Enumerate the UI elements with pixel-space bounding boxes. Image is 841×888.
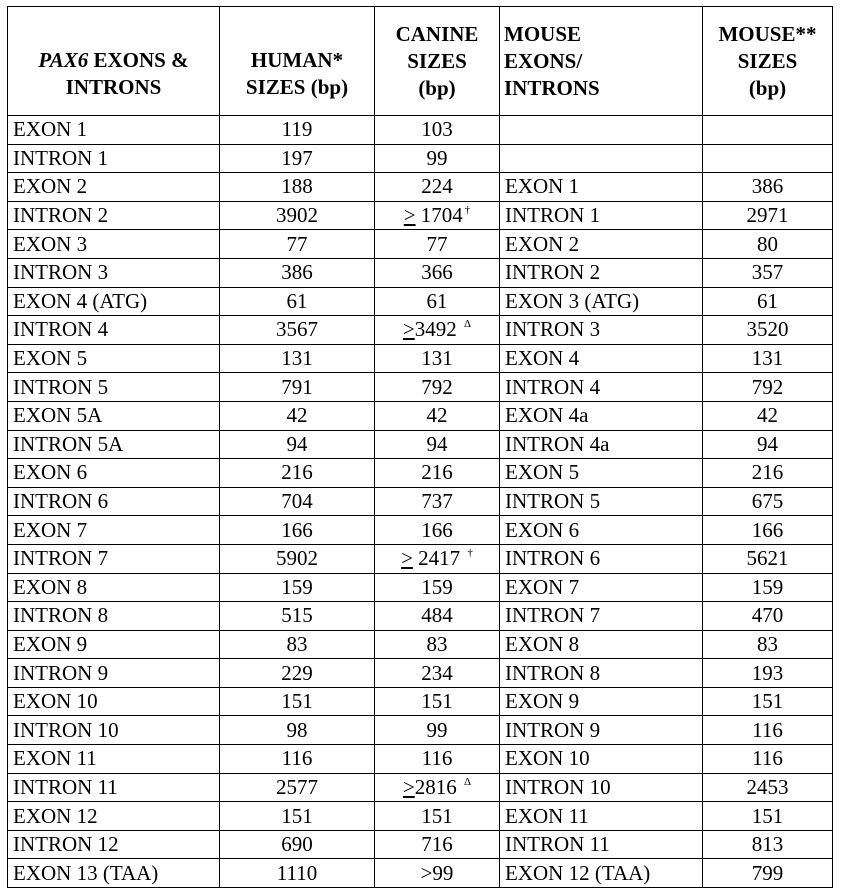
- table-body: [8, 116, 833, 888]
- human-size: 1110: [220, 859, 375, 888]
- human-size: 2577: [220, 773, 375, 802]
- exon-intron-name: INTRON 5A: [8, 430, 220, 459]
- mouse-exon-intron-name: INTRON 1: [500, 201, 703, 230]
- mouse-size: 193: [703, 659, 833, 688]
- human-size: 98: [220, 716, 375, 745]
- exon-intron-name: INTRON 3: [8, 258, 220, 287]
- canine-size: [375, 316, 500, 345]
- table-row: [8, 859, 833, 888]
- exon-intron-name: EXON 4 (ATG): [8, 287, 220, 316]
- header-mouse-bp: (bp): [748, 75, 787, 100]
- mouse-exon-intron-name: EXON 4a: [500, 401, 703, 430]
- mouse-size: 470: [703, 602, 833, 631]
- mouse-exon-intron-name: EXON 1: [500, 173, 703, 202]
- header-pax6-exons-introns: [8, 7, 220, 116]
- header-mouse-sizes: [703, 7, 833, 116]
- canine-size: [375, 487, 500, 516]
- human-size: 116: [220, 745, 375, 774]
- human-size: 5902: [220, 544, 375, 573]
- canine-size: [375, 859, 500, 888]
- mouse-size: 42: [703, 401, 833, 430]
- exon-intron-name: EXON 13 (TAA): [8, 859, 220, 888]
- mouse-size: 61: [703, 287, 833, 316]
- table-row: [8, 830, 833, 859]
- mouse-size: 94: [703, 430, 833, 459]
- canine-size-value: 1704: [415, 203, 463, 228]
- table-row: [8, 459, 833, 488]
- exon-intron-name: EXON 10: [8, 687, 220, 716]
- exon-intron-name: EXON 8: [8, 573, 220, 602]
- exon-intron-name: INTRON 1: [8, 144, 220, 173]
- human-size: 119: [220, 116, 375, 145]
- mouse-size: 80: [703, 230, 833, 259]
- canine-size-value: 151: [421, 689, 453, 714]
- canine-size-value: 3492: [414, 317, 462, 342]
- mouse-size: 151: [703, 687, 833, 716]
- mouse-exon-intron-name: INTRON 8: [500, 659, 703, 688]
- human-size: 3567: [220, 316, 375, 345]
- table-row: [8, 745, 833, 774]
- canine-size: [375, 544, 500, 573]
- exon-intron-name: INTRON 11: [8, 773, 220, 802]
- canine-size: [375, 745, 500, 774]
- exon-intron-name: INTRON 12: [8, 830, 220, 859]
- human-size: 159: [220, 573, 375, 602]
- mouse-exon-intron-name: INTRON 5: [500, 487, 703, 516]
- canine-size-value: 737: [421, 489, 453, 514]
- mouse-exon-intron-name: EXON 12 (TAA): [500, 859, 703, 888]
- table-row: [8, 316, 833, 345]
- table-row: [8, 430, 833, 459]
- table-row: [8, 487, 833, 516]
- canine-size-value: 131: [421, 346, 453, 371]
- mouse-size: 3520: [703, 316, 833, 345]
- table-row: [8, 287, 833, 316]
- header-canine: CANINE: [395, 21, 479, 46]
- canine-size-value: 484: [421, 603, 453, 628]
- mouse-exon-intron-name: INTRON 3: [500, 316, 703, 345]
- canine-size: [375, 116, 500, 145]
- mouse-exon-intron-name: EXON 6: [500, 516, 703, 545]
- canine-size: [375, 430, 500, 459]
- exon-intron-name: EXON 9: [8, 630, 220, 659]
- canine-size-value: 366: [421, 260, 453, 285]
- canine-size: [375, 401, 500, 430]
- canine-size: [375, 230, 500, 259]
- mouse-size: 799: [703, 859, 833, 888]
- footnote-mark: Δ: [464, 318, 472, 331]
- mouse-exon-intron-name: EXON 3 (ATG): [500, 287, 703, 316]
- table-row: [8, 802, 833, 831]
- mouse-exon-intron-name: INTRON 10: [500, 773, 703, 802]
- footnote-mark: Δ: [464, 775, 472, 788]
- table-row: [8, 173, 833, 202]
- canine-size: [375, 573, 500, 602]
- mouse-size: 357: [703, 258, 833, 287]
- canine-size-value: 42: [426, 403, 448, 428]
- header-mouse-exons: EXONS/: [504, 48, 583, 73]
- mouse-size: 675: [703, 487, 833, 516]
- mouse-size: 2453: [703, 773, 833, 802]
- canine-size: [375, 373, 500, 402]
- table-row: [8, 516, 833, 545]
- exon-intron-name: EXON 1: [8, 116, 220, 145]
- exon-intron-name: EXON 7: [8, 516, 220, 545]
- header-exons-and: EXONS &: [88, 48, 189, 72]
- header-row: [8, 7, 833, 116]
- canine-size: [375, 716, 500, 745]
- exon-intron-name: EXON 5: [8, 344, 220, 373]
- human-size: 188: [220, 173, 375, 202]
- at-least-sign: >: [403, 203, 416, 228]
- canine-size-value: 2417: [412, 546, 466, 571]
- mouse-size: 792: [703, 373, 833, 402]
- footnote-mark: †: [467, 547, 473, 560]
- canine-size: [375, 773, 500, 802]
- canine-size-value: 716: [421, 832, 453, 857]
- mouse-exon-intron-name: EXON 4: [500, 344, 703, 373]
- canine-size-value: 159: [421, 574, 453, 599]
- mouse-exon-intron-name: [500, 116, 703, 145]
- canine-size: [375, 802, 500, 831]
- mouse-size: [703, 144, 833, 173]
- header-canine-sizes-label: SIZES: [407, 48, 467, 73]
- exon-intron-name: EXON 11: [8, 745, 220, 774]
- human-size: 151: [220, 687, 375, 716]
- canine-size: [375, 830, 500, 859]
- human-size: 791: [220, 373, 375, 402]
- mouse-size: 2971: [703, 201, 833, 230]
- table-row: [8, 716, 833, 745]
- table-row: [8, 630, 833, 659]
- mouse-exon-intron-name: EXON 2: [500, 230, 703, 259]
- table-row: [8, 602, 833, 631]
- human-size: 77: [220, 230, 375, 259]
- human-size: 386: [220, 258, 375, 287]
- human-size: 151: [220, 802, 375, 831]
- header-mouse-exons-introns: [500, 7, 703, 116]
- exon-intron-name: INTRON 10: [8, 716, 220, 745]
- canine-size-value: 234: [421, 660, 453, 685]
- human-size: 216: [220, 459, 375, 488]
- header-pax6-gene: PAX6: [38, 48, 89, 72]
- mouse-size: 116: [703, 745, 833, 774]
- canine-size-value: 116: [421, 746, 453, 771]
- mouse-exon-intron-name: INTRON 6: [500, 544, 703, 573]
- exon-intron-name: INTRON 4: [8, 316, 220, 345]
- mouse-size: 151: [703, 802, 833, 831]
- canine-size: [375, 287, 500, 316]
- exon-intron-name: INTRON 2: [8, 201, 220, 230]
- table-row: [8, 144, 833, 173]
- header-human-sizes-bp: SIZES (bp): [245, 75, 349, 99]
- header-human-sizes: [220, 7, 375, 116]
- at-least-sign: >: [402, 774, 415, 799]
- exon-intron-name: EXON 5A: [8, 401, 220, 430]
- footnote-mark: †: [464, 204, 471, 217]
- human-size: 83: [220, 630, 375, 659]
- canine-size: [375, 516, 500, 545]
- table-row: [8, 116, 833, 145]
- table-row: [8, 201, 833, 230]
- exon-intron-name: INTRON 7: [8, 544, 220, 573]
- canine-size: [375, 659, 500, 688]
- human-size: 704: [220, 487, 375, 516]
- mouse-size: 83: [703, 630, 833, 659]
- mouse-exon-intron-name: EXON 10: [500, 745, 703, 774]
- canine-size-value: >99: [420, 860, 454, 885]
- exon-intron-name: INTRON 8: [8, 602, 220, 631]
- mouse-size: 5621: [703, 544, 833, 573]
- human-size: 3902: [220, 201, 375, 230]
- mouse-exon-intron-name: INTRON 7: [500, 602, 703, 631]
- human-size: 131: [220, 344, 375, 373]
- canine-size-value: 83: [426, 631, 448, 656]
- header-mouse-star: MOUSE**: [718, 21, 817, 46]
- canine-size: [375, 258, 500, 287]
- canine-size: [375, 602, 500, 631]
- at-least-sign: >: [402, 317, 415, 342]
- header-canine-bp: (bp): [418, 75, 456, 100]
- human-size: 515: [220, 602, 375, 631]
- pax6-size-table: [7, 6, 833, 888]
- human-size: 229: [220, 659, 375, 688]
- mouse-size: [703, 116, 833, 145]
- exon-intron-name: EXON 2: [8, 173, 220, 202]
- table-row: [8, 373, 833, 402]
- human-size: 42: [220, 401, 375, 430]
- at-least-sign: >: [401, 546, 413, 571]
- canine-size-value: 216: [421, 460, 453, 485]
- canine-size-value: 151: [421, 803, 453, 828]
- canine-size-value: 166: [421, 517, 453, 542]
- canine-size-value: 99: [426, 145, 448, 170]
- mouse-size: 131: [703, 344, 833, 373]
- mouse-exon-intron-name: [500, 144, 703, 173]
- exon-intron-name: EXON 6: [8, 459, 220, 488]
- canine-size-value: 792: [421, 374, 453, 399]
- canine-size-value: 61: [426, 288, 448, 313]
- canine-size-value: 99: [426, 717, 448, 742]
- header-mouse: MOUSE: [504, 21, 582, 46]
- table-row: [8, 773, 833, 802]
- exon-intron-name: INTRON 6: [8, 487, 220, 516]
- table-row: [8, 573, 833, 602]
- mouse-exon-intron-name: EXON 7: [500, 573, 703, 602]
- exon-intron-name: EXON 12: [8, 802, 220, 831]
- header-human: HUMAN*: [250, 48, 344, 72]
- mouse-exon-intron-name: INTRON 4: [500, 373, 703, 402]
- mouse-size: 166: [703, 516, 833, 545]
- mouse-exon-intron-name: EXON 5: [500, 459, 703, 488]
- mouse-exon-intron-name: EXON 9: [500, 687, 703, 716]
- canine-size: [375, 344, 500, 373]
- human-size: 690: [220, 830, 375, 859]
- mouse-size: 386: [703, 173, 833, 202]
- canine-size: [375, 630, 500, 659]
- canine-size: [375, 201, 500, 230]
- human-size: 94: [220, 430, 375, 459]
- header-mouse-sizes-label: SIZES: [737, 48, 798, 73]
- exon-intron-name: INTRON 9: [8, 659, 220, 688]
- canine-size-value: 103: [421, 117, 453, 142]
- mouse-size: 116: [703, 716, 833, 745]
- header-canine-sizes: [375, 7, 500, 116]
- table-row: [8, 544, 833, 573]
- table-row: [8, 344, 833, 373]
- human-size: 166: [220, 516, 375, 545]
- human-size: 197: [220, 144, 375, 173]
- table-row: [8, 230, 833, 259]
- table-row: [8, 258, 833, 287]
- canine-size-value: 77: [426, 231, 448, 256]
- mouse-size: 216: [703, 459, 833, 488]
- canine-size: [375, 144, 500, 173]
- table-row: [8, 687, 833, 716]
- canine-size: [375, 687, 500, 716]
- table-row: [8, 659, 833, 688]
- canine-size-value: 2816: [414, 774, 462, 799]
- table-row: [8, 401, 833, 430]
- canine-size: [375, 173, 500, 202]
- mouse-exon-intron-name: INTRON 9: [500, 716, 703, 745]
- mouse-exon-intron-name: INTRON 4a: [500, 430, 703, 459]
- canine-size-value: 94: [426, 431, 448, 456]
- human-size: 61: [220, 287, 375, 316]
- mouse-exon-intron-name: EXON 8: [500, 630, 703, 659]
- header-mouse-introns: INTRONS: [504, 75, 600, 100]
- mouse-size: 813: [703, 830, 833, 859]
- canine-size-value: 224: [421, 174, 453, 199]
- mouse-exon-intron-name: INTRON 2: [500, 258, 703, 287]
- canine-size: [375, 459, 500, 488]
- mouse-exon-intron-name: INTRON 11: [500, 830, 703, 859]
- header-introns: INTRONS: [65, 75, 162, 99]
- exon-intron-name: INTRON 5: [8, 373, 220, 402]
- mouse-size: 159: [703, 573, 833, 602]
- mouse-exon-intron-name: EXON 11: [500, 802, 703, 831]
- exon-intron-name: EXON 3: [8, 230, 220, 259]
